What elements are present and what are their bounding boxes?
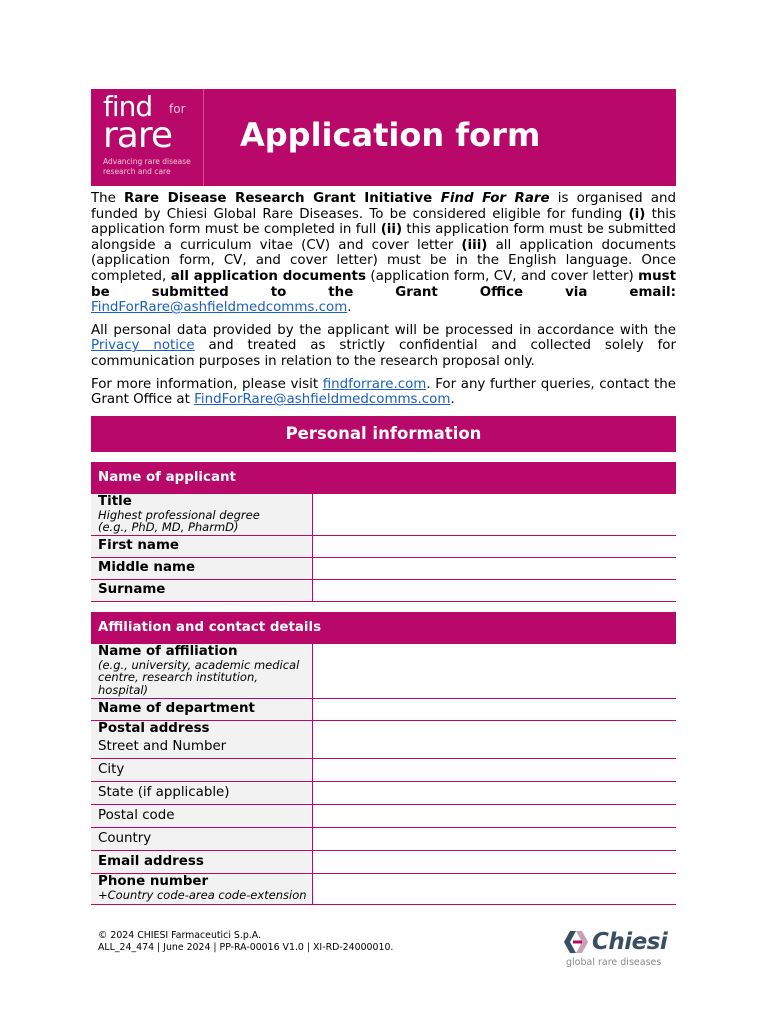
- table-row: [91, 579, 676, 601]
- affiliation-hint: (e.g., university, academic medical centre, research institution, hospital): [98, 657, 300, 697]
- chiesi-logo: [562, 929, 672, 973]
- table-row: [91, 827, 676, 850]
- row-label: [91, 494, 313, 535]
- chiesi-tagline: global rare diseases: [566, 957, 662, 968]
- first-name-input[interactable]: [313, 536, 676, 557]
- logo-tagline: Advancing rare disease research and care: [103, 157, 191, 176]
- chiesi-logo-icon: [562, 929, 592, 955]
- table-row: [91, 850, 676, 873]
- table-row: [91, 804, 676, 827]
- intro-text-span: is organised and funded by Chiesi Global Rare Diseases. To be considered eligible for funding: [91, 191, 676, 222]
- table-row: [91, 643, 676, 698]
- table-row: [91, 493, 676, 535]
- surname-label: Surname: [98, 581, 166, 597]
- row-label: [91, 536, 313, 557]
- privacy-notice-link[interactable]: Privacy notice: [91, 338, 195, 354]
- phone-input[interactable]: [313, 874, 676, 904]
- emphasis-text: must be submitted to the Grant Office via email:: [91, 268, 676, 300]
- title-hint: Highest professional degree: [98, 507, 260, 522]
- row-label: [91, 699, 313, 720]
- point-marker: (ii): [380, 222, 403, 238]
- phone-hint: +Country code-area code-extension: [98, 887, 307, 902]
- section-heading-personal-information: Personal information: [91, 416, 676, 452]
- department-label: Name of department: [98, 700, 255, 716]
- intro-paragraph-3: [91, 377, 676, 408]
- table-header: Affiliation and contact details: [91, 612, 676, 643]
- document-code: ALL_24_474 | June 2024 | PP-RA-00016 V1.0 | XI-RD-24000010.: [98, 942, 394, 953]
- affiliation-table: [91, 612, 676, 905]
- first-name-label: First name: [98, 537, 179, 553]
- table-row: [91, 781, 676, 804]
- intro-text-span: .: [347, 300, 352, 316]
- street-label: Street and Number: [98, 738, 227, 754]
- row-label: [91, 721, 313, 758]
- table-header: Name of applicant: [91, 462, 676, 493]
- row-label: [91, 759, 313, 781]
- city-label: City: [98, 761, 125, 777]
- row-label: [91, 644, 313, 698]
- find-for-rare-logo: [91, 89, 204, 186]
- affiliation-label: Name of affiliation: [98, 643, 238, 659]
- table-row: [91, 557, 676, 579]
- table-row: [91, 720, 676, 758]
- intro-text-span: .: [450, 392, 455, 408]
- intro-text-span: (application form, CV, and cover letter): [365, 268, 639, 284]
- row-label: [91, 828, 313, 850]
- header-banner: [91, 89, 676, 186]
- table-row: [91, 758, 676, 781]
- row-label: [91, 851, 313, 873]
- emphasis-text: all application documents: [170, 268, 366, 284]
- city-input[interactable]: [313, 759, 676, 781]
- phone-label: Phone number: [98, 873, 209, 889]
- row-label: [91, 558, 313, 579]
- country-label: Country: [98, 830, 152, 846]
- country-input[interactable]: [313, 828, 676, 850]
- table-row: [91, 873, 676, 904]
- title-label: Title: [98, 493, 132, 509]
- title-hint-examples: (e.g., PhD, MD, PharmD): [98, 520, 239, 535]
- affiliation-input[interactable]: [313, 644, 676, 698]
- postal-code-input[interactable]: [313, 805, 676, 827]
- initiative-name: Rare Disease Research Grant Initiative: [124, 191, 441, 206]
- postal-address-label: Postal address: [98, 720, 210, 736]
- row-label: [91, 782, 313, 804]
- state-input[interactable]: [313, 782, 676, 804]
- footer-text: [98, 930, 393, 954]
- surname-input[interactable]: [313, 580, 676, 601]
- email-label: Email address: [98, 853, 204, 869]
- website-link[interactable]: findforrare.com: [322, 376, 427, 392]
- grant-office-email-link[interactable]: FindForRare@ashfieldmedcomms.com: [91, 300, 348, 316]
- intro-text: [91, 191, 676, 408]
- intro-text-span: all application documents (application form, CV, and cover letter) must be in the English language. Once completed,: [91, 237, 676, 284]
- intro-text-span: and treated as strictly confidential and collected solely for communication purposes in relation to the research proposal only.: [91, 338, 676, 369]
- program-name: Find For Rare: [440, 191, 550, 206]
- intro-paragraph-1: [91, 191, 676, 316]
- intro-paragraph-2: [91, 323, 676, 370]
- intro-text-span: this application form must be submitted alongside a curriculum vitae (CV) and cover letter: [91, 222, 676, 253]
- intro-text-span: . For any further queries, contact the Grant Office at: [91, 376, 677, 408]
- intro-text-span: All personal data provided by the applicant will be processed in accordance with the: [91, 322, 676, 338]
- point-marker: (iii): [461, 237, 488, 253]
- logo-find-text: find: [103, 90, 153, 123]
- middle-name-input[interactable]: [313, 558, 676, 579]
- email-input[interactable]: [313, 851, 676, 873]
- title-input[interactable]: [313, 494, 676, 535]
- point-marker: (i): [628, 206, 646, 222]
- table-row: [91, 698, 676, 720]
- middle-name-label: Middle name: [98, 559, 196, 575]
- logo-for-text: for: [169, 102, 186, 116]
- table-row: [91, 535, 676, 557]
- chiesi-wordmark: Chiesi: [592, 929, 668, 955]
- page-title: Application form: [240, 116, 541, 154]
- department-input[interactable]: [313, 699, 676, 720]
- row-label: [91, 580, 313, 601]
- logo-rare-text: rare: [103, 115, 173, 156]
- state-label: State (if applicable): [98, 784, 230, 800]
- street-input[interactable]: [313, 721, 676, 758]
- applicant-name-table: [91, 462, 676, 602]
- intro-text-span: this application form must be completed in full: [91, 206, 676, 238]
- copyright-text: © 2024 CHIESI Farmaceutici S.p.A.: [98, 930, 261, 941]
- postal-code-label: Postal code: [98, 807, 175, 823]
- document-page: [91, 89, 676, 905]
- intro-text-span: The: [91, 191, 125, 206]
- row-label: [91, 874, 313, 904]
- intro-text-span: For more information, please visit: [91, 376, 323, 392]
- grant-office-email-link[interactable]: FindForRare@ashfieldmedcomms.com: [194, 392, 451, 408]
- row-label: [91, 805, 313, 827]
